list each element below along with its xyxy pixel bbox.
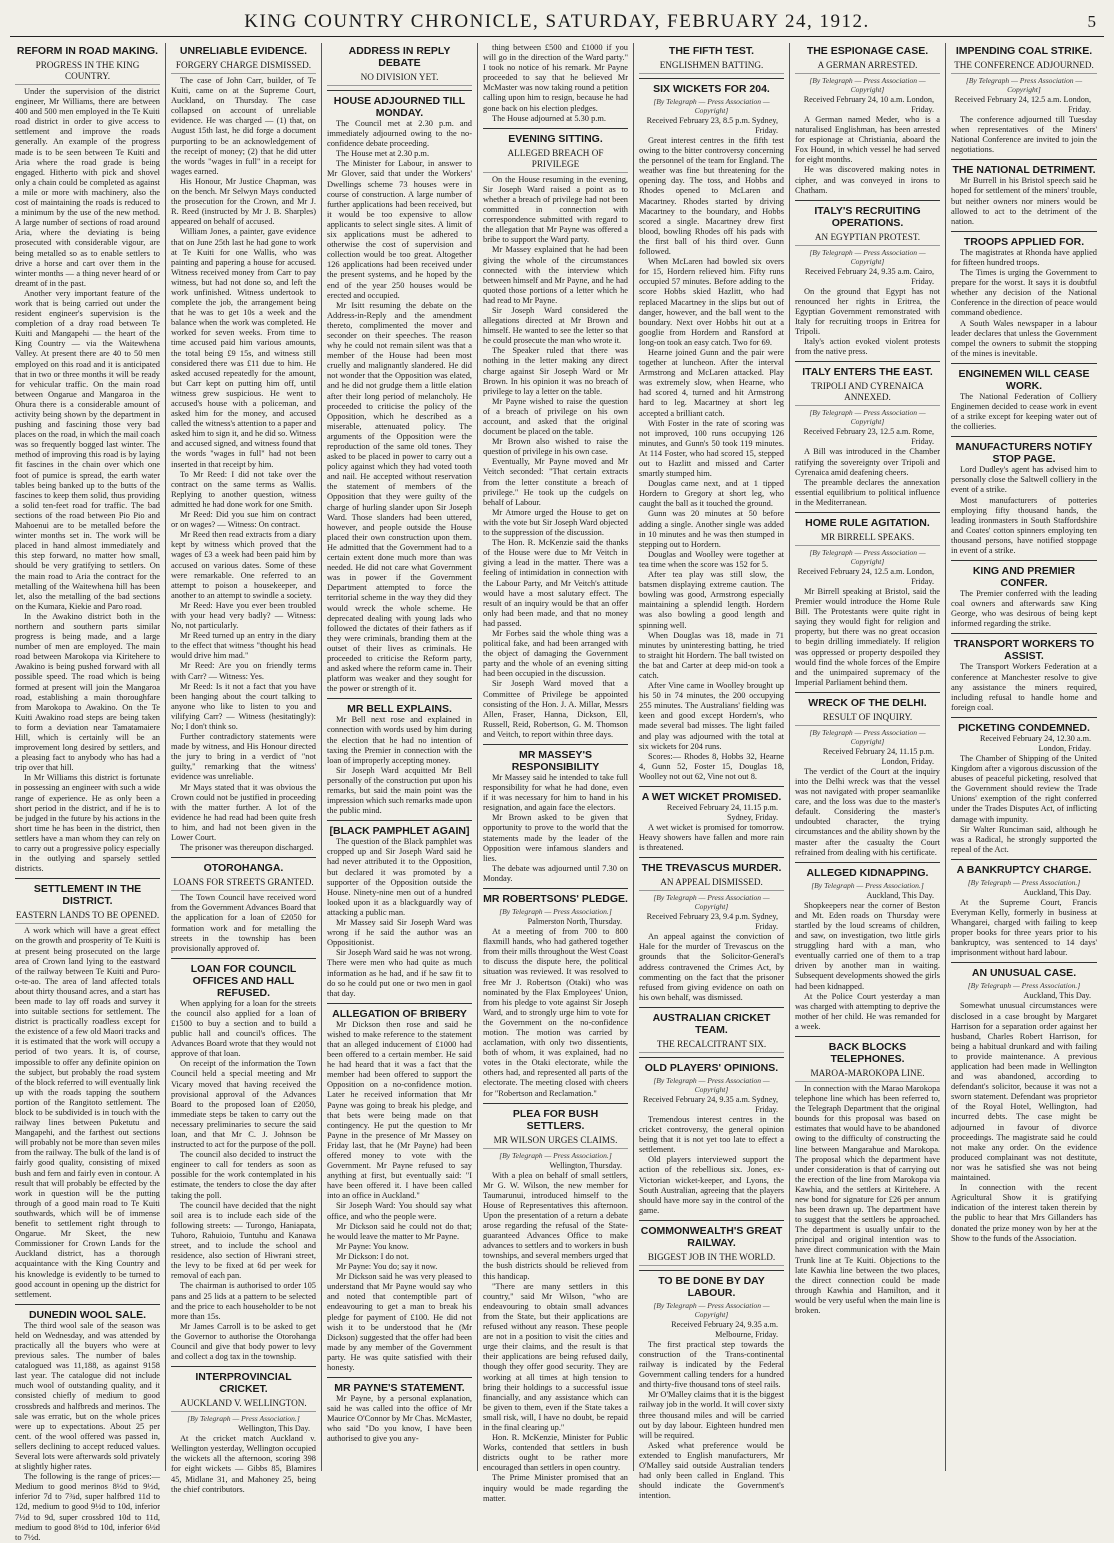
article-place-line: Wellington, This Day. <box>238 1424 310 1434</box>
article-headline: THE TREVASCUS MURDER. <box>639 857 784 874</box>
article <box>171 857 316 954</box>
column-2 <box>166 43 322 1494</box>
article <box>639 857 784 1003</box>
article <box>483 1103 628 1504</box>
article-paragraph: Mr Reed turned up an entry in the diary to the effect that witness "thought his head would drive him mad." <box>171 631 316 661</box>
page-number: 5 <box>1087 12 1096 31</box>
article-paragraph: Most manufacturers of potteries employing fifty thousand hands, the leading ironmasters in South Staffordshire and Coates' cotton spinners employing ten thousand persons, have notified stoppage in event of a strike. <box>951 495 1097 555</box>
article-paragraph: The case of John Carr, builder, of Te Kuiti, came on at the Supreme Court, Auckland, on Thursday. The case collapsed on account of unreliable evidence. He was charged — (1) that, on August 15th last, he did forge a document purporting to be an acknowledgement of the receipt of money; (2) that he did utter the words "wages in full" in a receipt for wages earned. <box>171 76 316 176</box>
article-headline: THE ESPIONAGE CASE. <box>806 45 929 57</box>
article <box>951 231 1097 359</box>
article-paragraph: Sir Joseph Ward said he was not wrong. There were men who had quite as much information as he had, and if he saw fit to do so he could put one or two men in gaol that day. <box>327 948 472 998</box>
article-paragraph: His Honour, Mr Justice Chapman, was on the bench. Mr Selwyn Mays conducted the prosecution for the Crown, and Mr J. R. Reed (instructed by Mr J. B. Sharples) appeared on behalf of accused. <box>171 176 316 227</box>
column-4 <box>478 43 634 1503</box>
article-paragraph: Hon. R. McKenzie, Minister for Public Works, contended that settlers in bush districts ought to be rather more encouraged than settlers in open country. <box>483 1433 628 1473</box>
article <box>171 1366 316 1495</box>
article-paragraph: Old players interviewed support the action of the rebellious six. Jones, ex-Victorian wicket-keeper, and Lyons, the South Australian, agreeing that the players should have more say in the control of the game. <box>639 1155 784 1215</box>
article <box>795 692 940 858</box>
article <box>483 43 628 124</box>
article-paragraph: The third wool sale of the season was held on Wednesday, and was attended by practically all the buyers who were at previous sales. The number of bales catalogued was 11,188, as against 9158 last year. The catalogue did not include much wool of outstanding quality, and it consisted chiefly of medium to good crossbreds and halfbreds and merinos. The sale was erratic, but on the whole prices were up to expectations. About 25 per cent. of the wool offered was passed in, sellers declining to accept reduced values. Several lots were afterwards sold privately at slightly higher rates. <box>15 1320 160 1472</box>
article-headline: TROOPS APPLIED FOR. <box>951 231 1097 248</box>
article-paragraph: Mr Massey said he intended to take full responsibility for what he had done, even if it was necessary for him to hand in his resignation, and again face the electors. <box>483 773 628 813</box>
article-paragraph: Further contradictory statements were made by witness, and His Honour directed the jury to bring in a verdict of "not guilty," remarking that the witness' evidence was unreliable. <box>171 732 316 782</box>
article-headline: OLD PLAYERS' OPINIONS. <box>639 1057 784 1074</box>
article-paragraph: At the Supreme Court, Francis Everyman Kelly, formerly in business at Whangarei, charged with failing to keep proper books for three years prior to his bankruptcy, was sentenced to 14 days' imprisonment without hard labour. <box>951 897 1097 958</box>
article-place-line: Palmerston North, Thursday. <box>527 917 622 927</box>
article-paragraph: At the Police Court yesterday a man was charged with attempting to deprive the mother of her child. He was remanded for a week. <box>795 991 940 1031</box>
article-headline: A WET WICKET PROMISED. <box>639 786 784 803</box>
article-dateline: [By Telegraph — Press Association.] <box>967 981 1081 991</box>
article-paragraph: Lord Dudley's agent has advised him to personally close the Saltwell colliery in the event of a strike. <box>951 465 1097 495</box>
article-dateline: [By Telegraph — Press Association.] <box>187 1414 300 1424</box>
article-paragraph: The council have decided that the night soil area is to include each side of the following streets: — Turongo, Haniapata, Tuhoro, Rahuioio, Tuntuhu and Kanawa street, and to include the school and residence, also section of Hiwrani street, the levy to be fixed at 6d per week for removal of each pan. <box>171 1200 316 1281</box>
article-place-line: Received February 24, 12.5 a.m. London, Friday. <box>797 566 934 586</box>
article <box>639 786 784 853</box>
article-paragraph: Mr Payne, by a personal explanation, said he was called into the office of Mr Maurice O'Connor by Mr Chas. McMaster, who said "Do you know, I have been authorised to give you any- <box>327 1394 472 1444</box>
article-subheading: A GERMAN ARRESTED. <box>795 60 940 74</box>
article-headline: KING AND PREMIER CONFER. <box>951 560 1097 589</box>
article-paragraph: Sir Joseph Ward acquitted Mr Bell personally of the construction put upon his remarks, but said the main point was the impression which such remarks made upon the public mind. <box>327 765 472 816</box>
article-subheading: BIGGEST JOB IN THE WORLD. <box>639 1252 784 1266</box>
article-headline: SIX WICKETS FOR 204. <box>639 78 784 95</box>
article-paragraph: After tea play was still slow, the batsmen displaying extreme caution. The bowling was good, Armstrong especially maintaining a splendid length. Hordern was also bowling a good length and spinning well. <box>639 570 784 630</box>
article-paragraph: Sir Joseph Ward: You should say what office, and who the people were. <box>327 1201 472 1221</box>
article-headline: MR PAYNE'S STATEMENT. <box>327 1377 472 1394</box>
article-paragraph: Sir Joseph Ward considered the allegations directed at Mr Brown and himself. He wanted to see the letter so that he could prosecute the man who wrote it. <box>483 305 628 346</box>
article-paragraph: Mr Reed: Did you sue him on contract or on wages? — Witness: On contract. <box>171 510 316 530</box>
article-paragraph: The magistrates at Rhonda have applied for fifteen hundred troops. <box>951 247 1097 267</box>
article-paragraph: The Minister for Labour, in answer to Mr Glover, said that under the Workers' Dwellings scheme 73 houses were in course of construction. A large number of further applications had been received, but it would be too expensive to allow applicants to select single sites. A limit of six applications must be adhered to otherwise the cost of supervision and collection would be too great. Altogether 126 applications had been received under the present systems, and he hoped by the end of the year 250 houses would be erected and occupied. <box>327 159 472 300</box>
article-headline: MR BELL EXPLAINS. <box>327 698 472 715</box>
article-place-line: Received February 24, 9.35 a.m. Cairo, Friday. <box>804 266 934 286</box>
article <box>15 45 160 874</box>
article-paragraph: Mr Reed then read extracts from a diary kept by witness which proved that the wages of £3 a week had been paid him by accused on various dates. Some of these were remarkable. One referred to an attempt to poison a housekeeper, and another to an attempt to swindle a society. <box>171 530 316 600</box>
article-dateline: [By Telegraph — Press Association — Copyright] <box>809 76 926 94</box>
article-paragraph: Mr Reed: Are you on friendly terms with Carr? — Witness: Yes. <box>171 661 316 681</box>
article-headline: AN UNUSUAL CASE. <box>951 962 1097 979</box>
article-paragraph: Shopkeepers near the corner of Beston and Mt. Eden roads on Thursday were startled by the loud screams of children, and saw, on investigation, two little girls struggling hard with a man, who eventually carried one of them to a trap driven by another man in waiting. Subsequent developments showed the girls had been kidnapped. <box>795 900 940 991</box>
article-place-line: Received February 23, 9.4 p.m. Sydney, Friday. <box>646 912 778 932</box>
article-paragraph: Mr Atmore urged the House to get on with the vote but Sir Joseph Ward objected to the suppression of the discussion. <box>483 507 628 538</box>
article-paragraph: On the House resuming in the evening, Sir Joseph Ward raised a point as to whether a breach of privilege had not been committed in connection with correspondence submitted with regard to the allegation that Mr Payne was offered a bribe to support the Ward party. <box>483 174 628 245</box>
article-dateline: [By Telegraph — Press Association.] <box>499 907 612 917</box>
article-paragraph: The verdict of the Court at the inquiry into the Delhi wreck was that the vessel was not navigated with proper seamanlike care, and the loss was due to the master's default. Considering the master's undoubted character, the trying circumstances and the ability shown by the master after the casualty the Court refrained from dealing with his certificate. <box>795 766 940 857</box>
article-paragraph: Mr Mays stated that it was obvious the Crown could not be justified in proceeding with the matter further. A lot of the evidence he had read had been quite fresh to him, and had not been given in the Lower Court. <box>171 782 316 843</box>
article-headline: MR MASSEY'S RESPONSIBILITY <box>483 744 628 773</box>
article-headline: LOAN FOR COUNCIL OFFICES AND HALL REFUSED. <box>171 958 316 999</box>
article <box>795 512 940 688</box>
article-headline: UNRELIABLE EVIDENCE. <box>179 45 308 57</box>
article-paragraph: In connection with the Marao Marokopa telephone line which has been referred to, the Telegraph Department that the original bounds for this proposal was based on estimates that would have to be abandoned owing to the difficulty of constructing the line between Mangarahue and Marokopa. The proposal which the department have under consideration is that of carrying out the erection of the line from Marokopa via Kawhia, and the settlers at Kiritehere. A new bond for signature for £26 per annum has been drawn up. The department have to suggest that the settlers be approached. The department is usually unfair to the principal and original intention was to have direct communication with the Main Trunk line at Te Kuiti. Objections to the late Kawhia line between the two places, the direct connection could be made through Kawhia and Hamilton, and it would be very useful when the main line is broken. <box>795 1083 940 1316</box>
article <box>951 363 1097 432</box>
article-subheading: LOANS FOR STREETS GRANTED. <box>171 877 316 891</box>
article-subheading: RESULT OF INQUIRY. <box>795 712 940 726</box>
article-paragraph: Mr Reed: Have you ever been troubled with your head very badly? — Witness: No, not particularly. <box>171 600 316 631</box>
article <box>795 862 940 1032</box>
article-paragraph: The Premier conferred with the leading coal owners and afterwards saw King George, who was desirous of being kept informed regarding the strike. <box>951 589 1097 629</box>
article-headline: SETTLEMENT IN THE DISTRICT. <box>15 878 160 907</box>
article-headline: COMMONWEALTH'S GREAT RAILWAY. <box>639 1220 784 1249</box>
article-dateline: [By Telegraph — Press Association — Copyright] <box>653 893 770 912</box>
article <box>483 744 628 884</box>
article-paragraph: Douglas came next, and at 1 tipped Hordern to Gregory at short leg, who caught the ball as it touched the ground. <box>639 479 784 509</box>
article <box>951 45 1097 155</box>
article-headline: THE NATIONAL DETRIMENT. <box>951 159 1097 176</box>
article-dateline: [By Telegraph — Press Association — Copyright] <box>653 97 770 115</box>
article-headline: [BLACK PAMPHLET AGAIN] <box>327 820 472 837</box>
article-paragraph: The following is the range of prices:— Medium to good merinos 8½d to 9½d, inferior 7d to 7¾d, super halfbred 11d to 12d, medium to good 9½d to 10d, inferior 7½d to 9d, super crossbred 10d to 11d, medium to good 8½d to 10d, inferior 6½d to 7½d. <box>15 1472 160 1542</box>
article-paragraph: Mr Forbes said the whole thing was a political fake, and had been arranged with the object of damaging the Government party and the whole of an evening sitting had been occupied in the discussion. <box>483 628 628 679</box>
article-headline: A BANKRUPTCY CHARGE. <box>951 859 1097 876</box>
article-paragraph: Mr Payne: You do; say it now. <box>336 1262 438 1272</box>
article <box>483 888 628 1099</box>
article-dateline: [By Telegraph — Press Association — Copyright] <box>965 76 1083 94</box>
article-paragraph: After Vine came in Woolley brought up his 50 in 74 minutes, the 200 occupying 255 minutes. The Australians' fielding was keen and good except Hordern's, who made several bad misses. The light failed and play was adjourned with the total at six wickets for 204 runs. <box>639 681 784 751</box>
article-dateline: [By Telegraph — Press Association — Copyright] <box>653 1300 770 1319</box>
article-place-line: Received February 24, 11.15 p.m. London, Friday. <box>822 746 934 766</box>
article-paragraph: "There are many settlers in this country," said Mr Wilson, "who are endeavouring to obtain small advances from the State, but their applications are refused without any reason. These people are not in a position to visit the cities and urge their claims, and the result is that their applications are being refused daily, though they offer good security. They are working at all times at high tension to bring their holdings to a successful issue financially, and any assistance which can be given to them, even if the State takes a small risk, will, I have no doubt, be repaid in the final clearing up." <box>483 1281 628 1432</box>
article-headline: PICKETING CONDEMNED. <box>951 717 1097 734</box>
article-place-line: Auckland, This Day. <box>866 890 934 900</box>
article-paragraph: In the Awakino district both in the northern and southern parts similar progress is being made, and a large number of men are employed. The main road between Marokopa via Kiritehere to Awakino is being pushed forward with all possible speed. The road which is being formed at present will join the Mangaroa road, establishing a main thoroughfare from Marokopa to Awakino. On the Te Kuiti Awakino road steps are being taken to form a deviation near Tamatamaiere Hill, which is certainly will be an improvement long desired by settlers, and a pleasing fact to anybody who has had a trip over that hill. <box>15 611 160 773</box>
article-paragraph: At the cricket match Auckland v. Wellington yesterday, Wellington occupied the wickets all the afternoon, scoring 398 for eight wickets — Gibbs 85, Blamires 45, Midlane 31, and Mahoney 25, being the chief contributors. <box>171 1434 316 1494</box>
article <box>639 45 784 74</box>
article-headline: EVENING SITTING. <box>483 128 628 145</box>
article-place-line: Auckland, This Day. <box>1023 991 1091 1001</box>
article <box>951 859 1097 959</box>
article-paragraph: The Hon. R. McKenzie said the thanks of the House were due to Mr Veitch in giving a lead in the matter. There was a feeling of intimidation in connection with the Labour Party, and Mr Veitch's attitude would have a most salutary effect. The result of an inquiry would be that an offer only had been made, and that no money had passed. <box>483 538 628 628</box>
article <box>639 1007 784 1053</box>
article-subheading: PROGRESS IN THE KING COUNTRY. <box>15 60 160 85</box>
article <box>327 820 472 999</box>
article-paragraph: When applying for a loan for the streets the council also applied for a loan of £1500 to buy a section and to build a public hall and council's offices. The Advances Board wrote that they would not approve of that loan. <box>171 998 316 1059</box>
article-paragraph: The debate was adjourned until 7.30 on Monday. <box>483 863 628 883</box>
article <box>15 1304 160 1543</box>
article-paragraph: Douglas and Woolley were together at tea time when the score was 152 for 5. <box>639 549 784 569</box>
article-dateline: [By Telegraph — Press Association.] <box>967 877 1081 887</box>
column-1 <box>10 43 166 1542</box>
article-subheading: MAROA-MAROKOPA LINE. <box>795 1068 940 1082</box>
article <box>639 1057 784 1216</box>
article-subheading: AN APPEAL DISMISSED. <box>639 877 784 891</box>
article-paragraph: At a meeting of from 700 to 800 flaxmill hands, who had gathered together from their mills throughout the West Coast to discuss the dispute here, the political situation was reviewed. It was resolved to free Mr J. Robertson (Otaki) who was nominated by the Flax Employees' Union, from his pledge to vote against Sir Joseph Ward, and to strongly urge him to vote for the Government on the no-confidence motion. The motion was carried by acclamation, with only two dissentients, both of whom, it was explained, had no votes in the Otaki electorate, while the others had, and represented all parts of the electorate. The meeting closed with cheers for "Robertson and Reclamation." <box>483 927 628 1098</box>
columns <box>10 43 1104 1542</box>
article-paragraph: Mr James Carroll is to be asked to get the Governor to authorise the Otorohanga Council and give that body power to levy and collect a dog tax in the township. <box>171 1321 316 1362</box>
article-paragraph: Mr Brown also wished to raise the question of privilege in his own case. <box>483 437 628 457</box>
article-headline: MANUFACTURERS NOTIFY STOP PAGE. <box>951 436 1097 465</box>
article-paragraph: The National Federation of Colliery Enginemen decided to cease work in event of a strike except for keeping water out of the collieries. <box>951 391 1097 432</box>
article-paragraph: Tremendous interest centres in the cricket controversy, the general opinion being that it is not yet too late to effect a settlement. <box>639 1114 784 1155</box>
article-subheading: NO DIVISION YET. <box>327 72 472 86</box>
article-headline: WRECK OF THE DELHI. <box>795 692 940 709</box>
article-paragraph: Mr Birrell speaking at Bristol, said the Premier would introduce the Home Rule Bill. The Protestants were quite right in saying they would fight for religion and property, but there was no great occasion to begin drilling immediately. If religion was oppressed or property despoiled they would find the whole forces of the Empire and the unimpaired supremacy of the Imperial Parliament behind them. <box>795 586 940 687</box>
article-paragraph: Somewhat unusual circumstances were disclosed in a case brought by Margaret Harrison for a separation order against her husband, Charles Robert Harrison, for being a habitual drunkard and with failing to provide maintenance. A previous application had been made in Wellington and was abandoned, according to defendant's solicitor, because it was not a sworn statement. Defendant was proprietor of the Royal Hotel, Wellington, had incurred debts. The case might be adjourned in favour of divorce proceedings. The magistrate said he could not make any order. On the evidence produced complainant was not destitute, nor was he satisfied she was not being maintained. <box>951 1001 1097 1183</box>
article-headline: HOME RULE AGITATION. <box>795 512 940 529</box>
article <box>639 78 784 782</box>
article-place-line: Wellington, Thursday. <box>549 1160 622 1170</box>
article-headline: ALLEGATION OF BRIBERY <box>327 1003 472 1020</box>
article-paragraph: Another very important feature of the work that is being carried out under the resident engineer's supervision is the completion of a dray road between Te Kuiti and Mangapehi — the heart of the King Country — via the Waitewhena Valley. At present there are 40 to 50 men employed on this road and it is anticipated that in two or three months it will be ready for vehicular traffic. On the main road between Ongarue and Mangaroa in the Ohura there is a considerable amount of activity being shown by the department in pushing and fascining those very bad places on the road, in which the mail coach was so frequently bogged last winter. The method of improving this road is by laying fit fascines in the chain over which one foot of pumice is spread, the earth water tables being banked up to the butts of the fascines to keep them solid, thus providing a solid ten-feet road for traffic. The bad sections of the road between Pio Pio and Mahoenui are to be metalled before the winter months set in. The work will be placed in hand almost immediately and this step forward, no matter how small, should be very gratifying to settlers. On the main road to Aria the contract for the metalling of the Waitewhena hill has been let, also the metalling of the bad sections on the Kumara, Kiekie and Paro road. <box>15 288 160 611</box>
article-dateline: [By Telegraph — Press Association.] <box>811 880 924 890</box>
article-paragraph: When McLaren had bowled six overs for 15, Hordern relieved him. Fifty runs occupied 57 minutes. Before adding to the score Hobbs skied Hazlitt, who had replaced Macartney in the slips but out of danger, however, and the ball went to the boundary. Next over Hobbs hit out at a googlie from Hordern and Ransford at long-on took an easy catch. Two for 69. <box>639 257 784 347</box>
article-paragraph: The Speaker ruled that there was nothing in the letter making any direct charge against Sir Joseph Ward or Mr Brown. In his opinion it was no breach of privilege to lay a letter on the table. <box>483 346 628 396</box>
article-subheading: ALLEGED BREACH OF PRIVILEGE <box>483 148 628 173</box>
article-paragraph: He was discovered making notes in cipher, and was conveyed in irons to Chatham. <box>795 165 940 195</box>
article <box>795 200 940 358</box>
article <box>171 958 316 1362</box>
article-paragraph: Under the supervision of the district engineer, Mr Williams, there are between 400 and 500 men employed in the Te Kuiti road district in order to give access to settlement and improve the roads generally. An example of the progress made is to be seen between Te Kuiti and Aria where the road grade is being engaged. Hitherto with pick and shovel only a chain could be completed as against a mile or more with machinery, also the cost of maintaining the roads is reduced to a minimum by the use of the new method. A large number of sections of road around Aria, where the deviating is being prosecuted with considerable vigour, are being metalled so as to enable settlers to drive a horse and cart over them in the winter months — a thing never heard of or dreamt of in the past. <box>15 87 160 288</box>
article <box>639 1220 784 1266</box>
article-paragraph: The House adjourned at 5.30 p.m. <box>492 113 606 123</box>
article <box>951 962 1097 1243</box>
article-paragraph: An appeal against the conviction of Hale for the murder of Trevascus on the grounds that the Solicitor-General's address contravened the Crimes Act, by commenting on the fact that the prisoner refused from giving evidence on oath on his own behalf, was dismissed. <box>639 932 784 1002</box>
article-headline: HOUSE ADJOURNED TILL MONDAY. <box>327 90 472 119</box>
article-subheading: EASTERN LANDS TO BE OPENED. <box>15 910 160 924</box>
article-paragraph: Sir Walter Runciman said, although he was a Radical, he strongly supported the repeal of the Act. <box>951 824 1097 854</box>
article-headline: IMPENDING COAL STRIKE. <box>955 45 1093 57</box>
article-headline: MR ROBERTSONS' PLEDGE. <box>483 888 628 905</box>
article-subheading: FORGERY CHARGE DISMISSED. <box>171 60 316 74</box>
article-dateline: [By Telegraph — Press Association — Copyright] <box>809 408 926 427</box>
article-paragraph: The Town Council have received word from the Government Advances Board that the application for a loan of £2050 for formation work and for metalling the streets in the township has been provisionally approved of. <box>171 893 316 953</box>
article-headline: REFORM IN ROAD MAKING. <box>16 45 159 57</box>
article <box>327 45 472 86</box>
article-subheading: THE RECALCITRANT SIX. <box>639 1039 784 1053</box>
article-paragraph: The preamble declares the annexation essential equilibrium to political influence in the Mediterranean. <box>795 477 940 507</box>
article-paragraph: Mr Isitt resuming the debate on the Address-in-Reply and the amendment thereto, complimented the mover and seconder on their speeches. The reason why he could not remain silent was that a member of the House had been most cruelly and malignantly slandered. He did not wonder that the Opposition was elated, and he did not grudge them a little elation after their long period of melancholy. He proceeded to criticise the policy of the Opposition, which he described as a miserable, attenuated policy. The arguments of the Opposition were the reproduction of the same old tones. They asked to be placed in power to carry out a policy against which they had voted tooth and nail. He accepted without reservation the statement of members of the Opposition that they were guilty of the charge of hurling slander upon Sir Joseph Ward. Those slanders had been uttered, however, and people outside the House placed their own construction upon them. He admitted that the Government had to a certain extent done much more than was needed. He did not care what Government was in power if the Government Department attempted to force the territorial scheme in the way they did they would wreck the whole scheme. He deprecated dealing with young lads who followed the dictates of their fathers as if they were criminals, branding them at the outset of their lives as criminals. He proceeded to criticise the Reform party, and asked where the reform came in. Their platform was weaker and they sought for the power or strength of it. <box>327 300 472 694</box>
column-3 <box>322 43 478 1471</box>
article-subheading: ENGLISHMEN BATTING. <box>639 60 784 74</box>
article <box>951 436 1097 556</box>
article-place-line: Received February 24, 10 a.m. London, Friday. <box>803 95 934 114</box>
article-paragraph: Mr Dickson said he could not do that; he would leave the matter to Mr Payne. <box>327 1221 472 1241</box>
article-headline: DUNEDIN WOOL SALE. <box>15 1304 160 1321</box>
article-dateline: [By Telegraph — Press Association — Copyright] <box>809 247 926 266</box>
article-headline: THE FIFTH TEST. <box>668 45 755 57</box>
article <box>951 159 1097 226</box>
article-headline: ALLEGED KIDNAPPING. <box>795 862 940 879</box>
article-paragraph: A work which will have a great effect on the growth and prosperity of Te Kuiti is at present being prosecuted on the large area of Crown land lying to the eastward of the railway between Te Kuiti and Puro-o-te-ao. The area of land affected totals about thirty thousand acres, and a start has been made to lay off roads and survey it into suitable sections for settlement. The district is practically roadless except for the existence of a few old Maori tracks and it is estimated that the work will occupy a period of two years. It is, of course, impossible to offer any definite opinion on the subject, but probably the road system of the block referred to will eventually link up with the roads tapping the southern portion of the Rangitoto settlement. The block to be subdivided is in touch with the railway lines between Puketutu and Mangapehi, and the farthest out sections will probably not be more than seven miles from the railway. The bulk of the land is of fairly good quality, consisting of mixed bush and fern and fairly even in contour. A result that will probably be effected by the work in question will be the putting through of a good main road to Te Kuiti southwards, which will be of immense benefit to settlement right through to Ongarue. Mr Skeet, the new Commissioner for Crown Lands for the Auckland district, has a thorough acquaintance with the King Country and his knowledge is evidently to be turned to good account in opening up the district for settlement. <box>15 926 160 1299</box>
column-6 <box>790 43 946 1471</box>
article-subheading: MR WILSON URGES CLAIMS. <box>483 1135 628 1149</box>
article-headline: ITALY ENTERS THE EAST. <box>795 361 940 378</box>
article-place-line: Received February 24, 12.30 a.m. London, Friday. <box>980 733 1091 753</box>
article-paragraph: The House met at 2.30 p.m. <box>336 149 430 159</box>
article-subheading: MR BIRRELL SPEAKS. <box>795 532 940 546</box>
article-paragraph: A South Wales newspaper in a labour leader declares that unless the Government compel the owners to submit the stopping of the mines is inevitable. <box>951 318 1097 358</box>
article-subheading: THE CONFERENCE ADJOURNED. <box>951 60 1097 74</box>
article-paragraph: In connection with the recent Agricultural Show it is gratifying indication of the interest taken therein by the public to hear that Mrs Gillanders has donated the prize money won by her at the Show to the funds of the Association. <box>951 1183 1097 1243</box>
article <box>327 1377 472 1444</box>
masthead <box>10 8 1104 37</box>
article-paragraph: In Mr Williams this district is fortunate in possessing an engineer with such a wide range of experience. He as only been a short period in the district, and if he is to be judged in the future by his actions in the short time he has been in the district, then settlers have a man whom they can rely on to carry out a progressive policy especially in the outlying and sparsely settled districts. <box>15 773 160 874</box>
masthead-title: KING COUNTRY CHRONICLE, SATURDAY, FEBRUARY 24, 1912. <box>244 11 870 32</box>
article-place-line: Auckland, This Day. <box>1023 887 1091 897</box>
article-place-line: Received February 23, 8.5 p.m. Sydney, Friday. <box>646 116 778 135</box>
article-paragraph: Hearne joined Gunn and the pair were together at luncheon. After the interval Armstrong and McLaren attacked. Play was extremely slow, when Hearne, who had scored 4, turned and hit Armstrong hard to leg. Macartney at short leg accepted a brilliant catch. <box>639 347 784 418</box>
article <box>171 45 316 853</box>
article <box>327 90 472 694</box>
article-paragraph: The chairman is authorised to order 105 pans and 25 lids at a pattern to be selected and the price to each householder to be not more than 15s. <box>171 1281 316 1321</box>
article-paragraph: Mr Massey said Sir Joseph Ward was wrong if he said the author was an Oppositionist. <box>327 918 472 948</box>
article <box>795 45 940 196</box>
article-paragraph: Mr Burrell in his Bristol speech said he hoped for settlement of the miners' trouble, but neither owners nor miners would be allowed to act to the detriment of the nation. <box>951 176 1097 226</box>
article <box>951 633 1097 712</box>
article-paragraph: Mr Payne wished to raise the question of a breach of privilege on his own account, and asked that the original document be placed on the table. <box>483 396 628 437</box>
article-paragraph: Mr Bell next rose and explained in connection with words used by him during the election that he had no intention of taxing the Premier in connection with the loan of improperly accepting money. <box>327 715 472 765</box>
article-paragraph: Asked what preference would be extended to English manufacturers, Mr O'Malley said outside Australian tenders had only been called in England. This should indicate the Government's intention. <box>639 1440 784 1501</box>
article-paragraph: The Chamber of Shipping of the United Kingdom after a vigorous discussion of the abuses of peaceful picketing, resolved that the Government should review the Trade Unions' exemption of the right conferred under the Trades Disputes Act, of inflicting damage with impunity. <box>951 753 1097 824</box>
article-paragraph: To Mr Reed: I did not take over the contract on the same terms as Wallis. Replying to another question, witness admitted he had done work for one Smith. <box>171 469 316 509</box>
article-place-line: Received February 24, 9.35 a.m. Sydney, Friday. <box>643 1094 778 1114</box>
article-headline: ENGINEMEN WILL CEASE WORK. <box>951 363 1097 392</box>
article-paragraph: The conference adjourned till Tuesday when representatives of the Miners' National Conference are invited to join the negotiations. <box>951 115 1097 155</box>
article-paragraph: Scores:— Rhodes 8, Hobbs 32, Hearne 4, Gunn 52, Foster 15, Douglas 18, Woolley not out 62, Vine not out 8. <box>639 751 784 781</box>
article <box>327 698 472 816</box>
article-headline: TRANSPORT WORKERS TO ASSIST. <box>951 633 1097 662</box>
article-headline: INTERPROVINCIAL CRICKET. <box>171 1366 316 1395</box>
column-5 <box>634 43 790 1501</box>
article-dateline: [By Telegraph — Press Association — Copyright] <box>809 547 926 566</box>
article-paragraph: With a plea on behalf of small settlers, Mr G. W. Wilson, the new member for Taumarunui, introduced himself to the House of Representatives this afternoon. Upon the presentation of a return a debate arose regarding the refusal of the State-guaranteed Advances Office to make advances to settlers and to workers in bush townships, and several members urged that the bush districts should be relieved from this handicap. <box>483 1170 628 1281</box>
article-paragraph: Mr Payne: You know. <box>336 1241 409 1251</box>
article-paragraph: A wet wicket is promised for tomorrow. Heavy showers have fallen and more rain is threatened. <box>639 823 784 853</box>
article-paragraph: thing between £500 and £1000 if you will go in the direction of the Ward party." I took no notice of his remark. Mr Payne proceeded to say that he believed Mr McMaster was now taking round a petition calling upon him to resign, because he had gone back on his election pledges. <box>483 43 628 113</box>
article-subheading: TRIPOLI AND CYRENAICA ANNEXED. <box>795 381 940 406</box>
article-paragraph: Mr Dickson then rose and said he wished to make reference to the statement that an alleged inducement of £1000 had been offered to a certain member. He said he had heard that it was a fact that the member had been offered to support the Opposition on a no-confidence motion. Later he received information that Mr Payne was going to break his pledge, and that bets were being made on that contingency. He put the question to Mr Payne in the presence of Mr Massey on Friday last, that he (Mr Payne) had been offered money to vote with the Government. Mr Payne refused to say anything at first, but eventually said: "I have been offered it. I have been called into an office in Auckland." <box>327 1019 472 1201</box>
article-place-line: Received February 23, 12.5 a.m. Rome, Friday. <box>803 427 934 447</box>
article-paragraph: On the ground that Egypt has not renounced her rights in Eritrea, the Egyptian Government remonstrated with Italy for recruiting troops in Eritrea for Tripoli. <box>795 286 940 337</box>
article <box>327 1003 472 1373</box>
article-paragraph: The prisoner was thereupon discharged. <box>180 843 314 853</box>
article-headline: AUSTRALIAN CRICKET TEAM. <box>639 1007 784 1036</box>
article-paragraph: Eventually, Mr Payne moved and Mr Veitch seconded: "That certain extracts from the letter constitute a breach of privilege." He took up the cudgels on behalf of Labour. <box>483 457 628 507</box>
article <box>795 361 940 508</box>
article-headline: BACK BLOCKS TELEPHONES. <box>795 1036 940 1065</box>
article-headline: PLEA FOR BUSH SETTLERS. <box>483 1103 628 1132</box>
article-paragraph: The Transport Workers Federation at a conference at Manchester resolve to give any assistance the miners required, including refusal to handle home and foreign coal. <box>951 662 1097 712</box>
article-paragraph: Mr Dickson said he was very pleased to understand that Mr Payne would say who and noted that contemptible part of endeavouring to get a man to break his pledge for payment of £100. He did not wish it to be understood that he (Mr Dickson) suggested that the offer had been made by any member of the Government party. He was quite satisfied with their honesty. <box>327 1272 472 1372</box>
article-headline: ADDRESS IN REPLY DEBATE <box>348 45 451 69</box>
article-dateline: [By Telegraph — Press Association — Copyright] <box>809 727 926 746</box>
article-paragraph: On receipt of the information the Town Council held a special meeting and Mr Vicary moved that having received the provisional approval of the Advances Board to the proposed loan of £2050, immediate steps be taken to carry out the necessary preliminaries to secure the said loan, and that Mr C. J. Johnson be instructed to act for the purpose of the poll. <box>171 1059 316 1150</box>
article-headline: ITALY'S RECRUITING OPERATIONS. <box>795 200 940 229</box>
article <box>15 878 160 1299</box>
article-place-line: Received February 24, 9.35 a.m. Melbourne, Friday. <box>671 1319 778 1339</box>
article-headline: TO BE DONE BY DAY LABOUR. <box>639 1270 784 1299</box>
article-subheading: AUCKLAND V. WELLINGTON. <box>171 1398 316 1412</box>
article-paragraph: When Douglas was 18, made in 71 minutes by uninteresting batting, he tried to straight hit Hordern. The ball twisted on the bat and Carter at deep mid-on took a catch. <box>639 630 784 680</box>
article-headline: OTOROHANGA. <box>171 857 316 874</box>
article-paragraph: Mr Dickson: I do not. <box>336 1251 409 1261</box>
article <box>483 128 628 740</box>
article-paragraph: A German named Meder, who is a naturalised Englishman, has been arrested for espionage at Christiania, aboard the Fox Hound, in which vessel he had served for eight months. <box>795 115 940 165</box>
article <box>951 560 1097 629</box>
article-subheading: AN EGYPTIAN PROTEST. <box>795 232 940 246</box>
article-paragraph: Sir Joseph Ward moved that a Committee of Privilege be appointed consisting of the Hon. J. A. Millar, Messrs Allen, Fraser, Hanna, Dickson, Ell, Russell, Reid, Robertson, G. M. Thomson and Veitch, to report within three days. <box>483 679 628 739</box>
article-paragraph: William Jones, a painter, gave evidence that on June 25th last he had gone to work at Te Kuiti for one Wallis, who was painting and papering a house for accused. Witness received money from Carr to pay witness, but had not done so, and left the work unfinished. Witness undertook to complete the job, the arrangement being that he was to get 10s a week and the balance when the work was completed. He worked for seven weeks. From time to time accused paid him various amounts, the total being £9 15s, and witness still considered there was £11 due to him. He asked accused repeatedly for the amount, but Carr kept on putting him off, until witness grew suspicious. He went to accused's house with a policeman, and asked him for the money, and accused called the witness's attention to a paper and asked him to sign it, and he did so. Witness and accused signed, and witness found that the words "wages in full" had not been inserted in that receipt by him. <box>171 227 317 469</box>
column-7 <box>946 43 1102 1471</box>
article-paragraph: The Council met at 2.30 p.m. and immediately adjourned owing to the no-confidence debate proceeding. <box>327 119 472 149</box>
article-paragraph: Mr Massey explained that he had been giving the whole of the circumstances connected with the interview which between himself and Mr Payne, and he had quoted those portions of a letter which he had read to Mr Payne. <box>483 245 628 305</box>
article-paragraph: The question of the Black pamphlet was cropped up and Sir Joseph Ward said he had never attributed it to the Opposition, but declared it was promoted by a supporter of the Opposition outside the House. Ninety-nine men out of a hundred looked upon it as a blackguardly way of attacking a public man. <box>327 837 472 917</box>
article-paragraph: Italy's action evoked violent protests from the native press. <box>795 337 940 357</box>
article <box>795 1036 940 1316</box>
article-dateline: [By Telegraph — Press Association — Copyright] <box>653 1075 770 1094</box>
article-paragraph: Mr Brown asked to be given that opportunity to prove to the world that the statements made by the leader of the Opposition were infamous slanders and lies. <box>483 813 628 863</box>
article-place-line: Received February 24, 11.15 p.m. Sydney, Friday. <box>666 803 778 822</box>
article-dateline: [By Telegraph — Press Association.] <box>499 1150 612 1160</box>
article-paragraph: With Foster in the rate of scoring was not improved, 100 runs occupying 126 minutes, and Gunn's 50 took 119 minutes. At 114 Foster, who had scored 15, stepped out to Hazlitt and missed and Carter smartly stumped him. <box>639 418 784 479</box>
article-paragraph: The Prime Minister promised that an inquiry would be made regarding the matter. <box>483 1473 628 1503</box>
article-paragraph: Gunn was 20 minutes at 50 before adding a single. Another single was added in 10 minutes and he was then stumped in stepping out to Hordern. <box>639 509 784 549</box>
article-paragraph: The first practical step towards the construction of the Trans-continental railway is indicated by the Federal Government calling tenders for a hundred and thirty-five thousand tons of steel rails. <box>639 1339 784 1390</box>
article-paragraph: Mr Reed: Is it not a fact that you have been hanging about the court talking to anyone who like to listen to you and vilifying Carr? — Witness (hesitatingly): No; I don't think so. <box>171 681 316 731</box>
article <box>639 1270 784 1502</box>
article-paragraph: The council also decided to instruct the engineer to call for tenders as soon as possible for the work contemplated in his estimate, the tenders to close the day after taking the poll. <box>171 1150 316 1200</box>
article-paragraph: A Bill was introduced in the Chamber ratifying the sovereignty over Tripoli and Cyrenaica amid deafening cheers. <box>795 447 940 477</box>
article-paragraph: The Times is urging the Government to prepare for the worst. It says it is doubtful whether any decision of the National Conference in the direction of peace would command obedience. <box>951 268 1097 318</box>
article-place-line: Received February 24, 12.5 a.m. London, Friday. <box>954 95 1091 114</box>
article <box>951 717 1097 855</box>
article-paragraph: Mr O'Malley claims that it is the biggest railway job in the world. It will cover sixty three thousand miles and will be carried out by day labour. Eighteen hundred men will be required. <box>639 1390 784 1440</box>
article-paragraph: Great interest centres in the fifth test owing to the bitter controversy concerning the personnel of the team for England. The weather was fine but threatening for the opening day. The toss, and Hobbs and Rhodes opened to McLaren and Macartney. Rhodes started by driving Macartney to the boundary, and Hobbs scored a single. Macartney drew first blood, bowling Rhodes off his pads with the first ball of his third over. Gunn followed. <box>639 136 784 257</box>
